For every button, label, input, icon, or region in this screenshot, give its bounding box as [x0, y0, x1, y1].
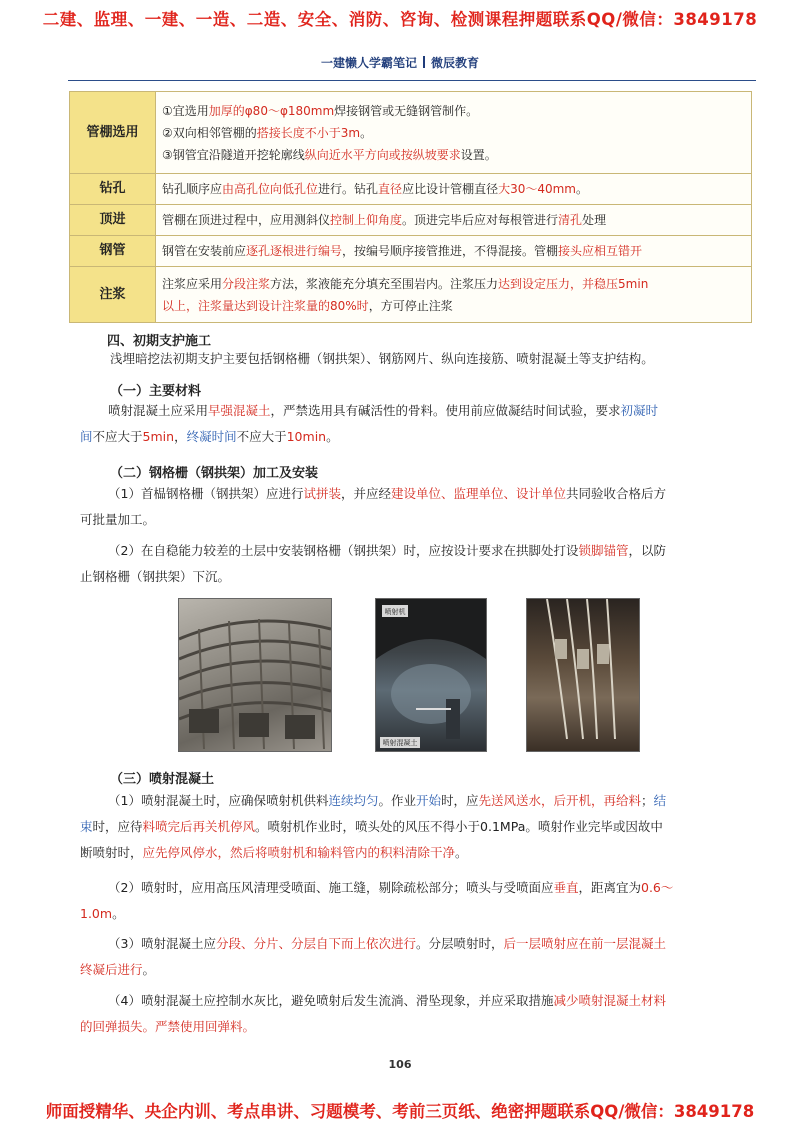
shotcrete-spraying-photo: [375, 598, 487, 752]
body-text: ③钢管宜沿隧道开挖轮廓线: [162, 147, 305, 162]
spec-row-label: 顶进: [70, 205, 156, 236]
spec-row-label: 钻孔: [70, 174, 156, 205]
body-text: 。顶进完毕后应对每根管进行: [402, 213, 559, 227]
body-text: 处理: [582, 213, 607, 227]
highlight-text: 控制上仰角度: [330, 213, 403, 227]
header-brand: 微辰教育: [431, 56, 480, 70]
highlight-text: 1.0m: [80, 906, 113, 921]
spec-row-content: [156, 92, 752, 174]
paragraph-line: [80, 1014, 666, 1040]
sub2-paragraph-2: [80, 538, 666, 590]
highlight-text: 清孔: [558, 213, 583, 227]
sub3-paragraph-2: [80, 875, 674, 927]
body-text: 进行。钻孔: [318, 182, 379, 196]
spec-row-content-line: [162, 297, 745, 315]
highlight-text: 初凝时: [620, 403, 659, 418]
highlight-text: 纵向近水平方向或按纵坡要求: [304, 147, 461, 162]
spec-row-label: 注浆: [70, 267, 156, 323]
photo2-caption: 喷射混凝土: [382, 739, 418, 747]
spec-table-row: [70, 267, 752, 323]
paragraph-line: [80, 840, 666, 866]
body-text: （2）在自稳能力较差的土层中安装钢格栅（钢拱架）时，应按设计要求在拱脚处打设: [108, 543, 579, 558]
body-text: （3）喷射混凝土应: [108, 936, 216, 951]
highlight-text: 逐孔逐根进行编号: [246, 244, 343, 258]
body-text: 方法，浆液能充分填充至围岩内。注浆压力: [270, 276, 499, 291]
spec-row-label: 钢管: [70, 236, 156, 267]
anchor-pipes-illustration: [527, 599, 639, 751]
body-text: 设置。: [460, 147, 497, 162]
highlight-text: 结: [653, 793, 667, 808]
highlight-text: 开始: [416, 793, 442, 808]
spec-row-content: [156, 267, 752, 323]
highlight-text: 锁脚锚管: [578, 543, 629, 558]
spec-table: [69, 91, 752, 323]
body-text: 止钢格栅（钢拱架）下沉。: [80, 569, 231, 584]
highlight-text: 以上，注浆量达到设计注浆量的80%时: [162, 298, 369, 313]
tunnel-spraying-illustration: [376, 599, 486, 751]
page-number: 106: [388, 1058, 412, 1071]
highlight-text: 建设单位、监理单位、设计单位: [391, 486, 567, 501]
highlight-text: 早强混凝土: [208, 403, 271, 418]
highlight-text: 先送风送水，后开机，再给料: [478, 793, 642, 808]
highlight-text: 减少喷射混凝土材料: [553, 993, 666, 1008]
highlight-text: 分段、分片、分层自下而上依次进行: [215, 936, 416, 951]
body-text: （1）喷射混凝土时，应确保喷射机供料: [108, 793, 329, 808]
highlight-text: 5min: [142, 429, 175, 444]
body-text: ，方可停止注浆: [368, 298, 453, 313]
body-text: 。: [576, 182, 589, 196]
body-text: 注浆应采用: [162, 276, 223, 291]
steel-grid-photo: [178, 598, 332, 752]
body-text: ，严禁选用具有碱活性的骨料。使用前应做凝结时间试验，要求: [270, 403, 621, 418]
spec-row-content-line: [162, 146, 745, 164]
body-text: ，距离宜为: [578, 880, 641, 895]
lock-foot-anchor-photo: [526, 598, 640, 752]
header-title: 一建懒人学霸笔记: [320, 56, 417, 70]
body-text: ，并应经: [340, 486, 391, 501]
sub3-paragraph-4: [80, 988, 666, 1040]
highlight-text: 达到设定压力，并稳压5min: [498, 276, 649, 291]
sub3-paragraph-3: [80, 931, 667, 983]
paragraph-line: [80, 814, 666, 840]
body-text: 。喷射机作业时，喷头处的风压不得小于0.1MPa。喷射作业完毕或因故中: [255, 819, 663, 834]
body-text: 不应大于: [236, 429, 287, 444]
paragraph-line: [80, 564, 666, 590]
spec-row-content-line: [162, 242, 745, 260]
body-text: 应比设计管棚直径: [402, 182, 499, 196]
body-text: 管棚在顶进过程中，应用测斜仪: [162, 213, 331, 227]
sub2-heading: （二）钢格栅（钢拱架）加工及安装: [110, 466, 319, 481]
spec-row-content: [156, 236, 752, 267]
body-text: 。: [455, 845, 468, 860]
bottom-banner: 师面授精华、央企内训、考点串讲、习题模考、考前三页纸、绝密押题联系QQ/微信：3849178: [45, 1102, 755, 1121]
spec-row-content-line: [162, 124, 745, 142]
section4-heading: 四、初期支护施工: [107, 334, 212, 349]
highlight-text: 后一层喷射应在前一层混凝土: [503, 936, 667, 951]
highlight-text: 分段注浆: [222, 276, 271, 291]
highlight-text: 大30～40mm: [498, 182, 576, 196]
body-text: 时，应待: [92, 819, 143, 834]
body-text: 。分层喷射时，: [415, 936, 504, 951]
paragraph-line: [108, 398, 658, 424]
photo2-tag-label: 喷射机: [384, 608, 406, 616]
body-text: 。作业: [378, 793, 416, 808]
paragraph-line: [108, 538, 666, 564]
highlight-text: 直径: [378, 182, 403, 196]
body-text: 钢管在安装前应: [162, 244, 247, 258]
sub2-paragraph-1: [80, 481, 667, 533]
spec-table-row: [70, 236, 752, 267]
body-text: 。: [360, 125, 373, 140]
body-text: （1）首榀钢格栅（钢拱架）应进行: [108, 486, 304, 501]
body-text: ，: [174, 429, 187, 444]
paragraph-line: [108, 931, 666, 957]
body-text: 。: [142, 962, 156, 977]
highlight-text: 搭接长度不小于3m: [256, 125, 361, 140]
body-text: 不应大于: [92, 429, 143, 444]
running-header: [0, 54, 800, 71]
highlight-text: 应先停风停水，然后将喷射机和输料管内的积料清除干净: [142, 845, 456, 860]
body-text: ；: [641, 793, 654, 808]
highlight-text: 间: [80, 429, 93, 444]
body-text: 。: [326, 429, 339, 444]
body-text: 断喷射时，: [80, 845, 143, 860]
sub3-paragraph-1: [80, 788, 667, 866]
body-text: 共同验收合格后方: [566, 486, 667, 501]
paragraph-line: [108, 788, 666, 814]
highlight-text: 0.6～: [641, 880, 674, 895]
highlight-text: 束: [80, 819, 93, 834]
spec-table-row: [70, 174, 752, 205]
body-text: 可批量加工。: [80, 512, 156, 527]
sub1-paragraph-1: [80, 398, 659, 450]
spec-row-content-line: [162, 211, 745, 229]
spec-table-row: [70, 205, 752, 236]
highlight-text: 接头应相互错开: [558, 244, 643, 258]
section4-intro: 浅埋暗挖法初期支护主要包括钢格栅（钢拱架）、钢筋网片、纵向连接筋、喷射混凝土等支护结构。: [110, 351, 654, 366]
paragraph-line: [80, 424, 658, 450]
steel-grid-illustration: [179, 599, 331, 751]
body-text: 时，应: [441, 793, 479, 808]
body-text: 喷射混凝土应采用: [108, 403, 209, 418]
paragraph-line: [108, 481, 666, 507]
sub3-heading: （三）喷射混凝土: [110, 772, 215, 787]
highlight-text: 连续均匀: [328, 793, 379, 808]
highlight-text: 由高孔位向低孔位: [222, 182, 319, 196]
spec-table-row: [70, 92, 752, 174]
highlight-text: 10min: [286, 429, 327, 444]
body-text: 。: [112, 906, 125, 921]
paragraph-line: [80, 507, 666, 533]
sub1-heading: （一）主要材料: [110, 384, 202, 399]
body-text: ①宜选用: [162, 103, 209, 118]
header-rule: [68, 80, 756, 81]
body-text: （4）喷射混凝土应控制水灰比，避免喷射后发生流淌、滑坠现象，并应采取措施: [108, 993, 554, 1008]
spec-row-content: [156, 174, 752, 205]
highlight-text: 终凝后进行: [80, 962, 143, 977]
paragraph-line: [80, 901, 673, 927]
highlight-text: 试拼装: [303, 486, 341, 501]
top-banner: 二建、监理、一建、一造、二造、安全、消防、咨询、检测课程押题联系QQ/微信：3849178: [42, 10, 758, 29]
body-text: ，按编号顺序接管推进，不得混接。管棚: [342, 244, 559, 258]
paragraph-line: [108, 875, 673, 901]
highlight-text: 加厚的φ80～φ180mm: [208, 103, 335, 118]
body-text: （2）喷射时，应用高压风清理受喷面、施工缝，剔除疏松部分；喷头与受喷面应: [108, 880, 554, 895]
highlight-text: 的回弹损失。严禁使用回弹料。: [80, 1019, 256, 1034]
spec-row-content-line: [162, 102, 745, 120]
highlight-text: 终凝时间: [186, 429, 237, 444]
highlight-text: 料喷完后再关机停风: [142, 819, 256, 834]
highlight-text: 垂直: [553, 880, 579, 895]
spec-row-content-line: [162, 275, 745, 293]
body-text: 焊接钢管或无缝钢管制作。: [334, 103, 479, 118]
body-text: ，以防: [628, 543, 666, 558]
spec-row-label: 管棚选用: [70, 92, 156, 174]
spec-table-body: [70, 92, 752, 323]
body-text: 钻孔顺序应: [162, 182, 223, 196]
spec-row-content: [156, 205, 752, 236]
paragraph-line: [80, 957, 666, 983]
header-separator: [423, 56, 425, 68]
paragraph-line: [108, 988, 666, 1014]
spec-row-content-line: [162, 180, 745, 198]
body-text: ②双向相邻管棚的: [162, 125, 257, 140]
